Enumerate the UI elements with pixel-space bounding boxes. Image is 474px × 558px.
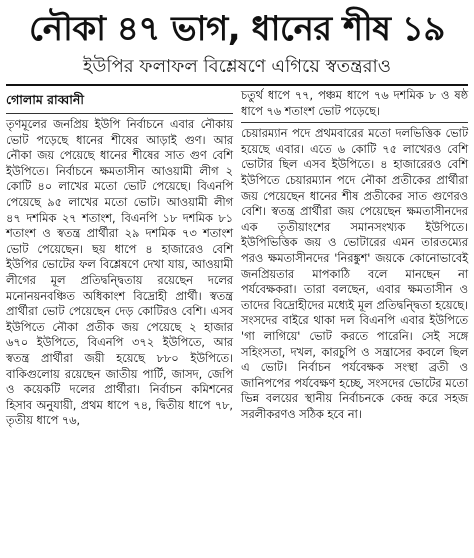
column-divider — [241, 122, 468, 123]
byline: গোলাম রাব্বানী — [6, 88, 233, 114]
headline: নৌকা ৪৭ ভাগ, ধানের শীষ ১৯ — [29, 9, 445, 49]
article-columns — [6, 88, 468, 432]
headline-rule — [6, 84, 468, 86]
right-column-text: চেয়ারম্যান পদে প্রথমবারের মতো দলভিত্তিক ভোট হয়েছে এবার। এতে ৬ কোটি ৭৫ লাখেরও বেশি ভোটার ছিল এসব ইউপিতে। ৪ হাজারেরও বেশি ইউপিতে চেয়ারম্যান পদে নৌকা প্রতীকের প্রার্থীরা জয় পেয়েছেন ধানের শীষ প্রতীকের সাত গুণেরও বেশি। স্বতন্ত্র প্রার্থীরা জয় পেয়েছেন ক্ষমতাসীনদের এক তৃতীয়াংশের সমানসংখ্যক ইউপিতে। ইউপিভিত্তিক জয় ও ভোটারের এমন তারতম্যের পরও ক্ষমতাসীনদের 'নিরঙ্কুশ' জয়কে কোনোভাবেই জনপ্রিয়তার মাপকাঠি বলে মানছেন না পর্যবেক্ষকরা। তারা বলছেন, এবার ক্ষমতাসীন ও তাদের বিদ্রোহীদের মধ্যেই মূল প্রতিদ্বন্দ্বিতা হয়েছে। সংসদের বাইরে থাকা দল বিএনপি এবার ইউপিতে 'গা লাগিয়ে' ভোট করতে পারেনি। সেই সঙ্গে সহিংসতা, দখল, কারচুপি ও সন্ত্রাসের কবলে ছিল এ ভোট। নির্বাচন পর্যবেক্ষক সংস্থা ব্রতী ও জানিপপের পর্যবেক্ষণ হচ্ছে, সংসদের ভোটের মতো ভিন্ন বলয়ের স্থানীয় নির্বাচনকে কেন্দ্র করে সহজ সরলীকরণও সঠিক হবে না। — [241, 127, 468, 421]
right-column — [241, 88, 468, 432]
left-column-text: তৃণমূলের জনপ্রিয় ইউপি নির্বাচনে এবার নৌকায় ভোট পড়েছে ধানের শীষের আড়াই গুণ। আর নৌকা জয় পেয়েছে ধানের শীষের সাত গুণ বেশি ইউপিতে। নির্বাচনে ক্ষমতাসীন আওয়ামী লীগ ২ কোটি ৪০ লাখের মতো ভোট পেয়েছে। বিএনপি পেয়েছে ৯৫ লাখের মতো ভোট। আওয়ামী লীগ ৪৭ দশমিক ২৭ শতাংশ, বিএনপি ১৮ দশমিক ৮১ শতাংশ ও স্বতন্ত্র প্রার্থীরা ২৯ দশমিক ৭৩ শতাংশ ভোট পেয়েছেন। ছয় ধাপে ৪ হাজারেও বেশি ইউপির ভোটের ফল বিশ্লেষণে দেখা যায়, আওয়ামী লীগের মূল প্রতিদ্বন্দ্বিতায় রয়েছেন দলের মনোনয়নবঞ্চিত অধিকাংশ বিদ্রোহী প্রার্থী। স্বতন্ত্র প্রার্থীরা ভোট পেয়েছেন দেড় কোটিরও বেশি। এসব ইউপিতে নৌকা প্রতীক জয় পেয়েছে ২ হাজার ৬৭০ ইউপিতে, বিএনপি ৩৭২ ইউপিতে, আর স্বতন্ত্র প্রার্থীরা জয়ী হয়েছে ৮৮০ ইউপিতে। বাকিগুলোয় রয়েছেন জাতীয় পার্টি, জাসদ, জেপি ও কয়েকটি দলের প্রার্থীরা। নির্বাচন কমিশনের হিসাব অনুযায়ী, প্রথম ধাপে ৭৪, দ্বিতীয় ধাপে ৭৮, তৃতীয় ধাপে ৭৬, — [6, 118, 233, 428]
subheadline: ইউপির ফলাফল বিশ্লেষণে এগিয়ে স্বতন্ত্ররাও — [83, 56, 391, 77]
right-column-intro: চতুর্থ ধাপে ৭৭, পঞ্চম ধাপে ৭৬ দশমিক ৮ ও ষষ্ঠ ধাপে ৭৬ শতাংশ ভোট পড়েছে। — [241, 89, 468, 118]
left-column — [6, 88, 233, 432]
